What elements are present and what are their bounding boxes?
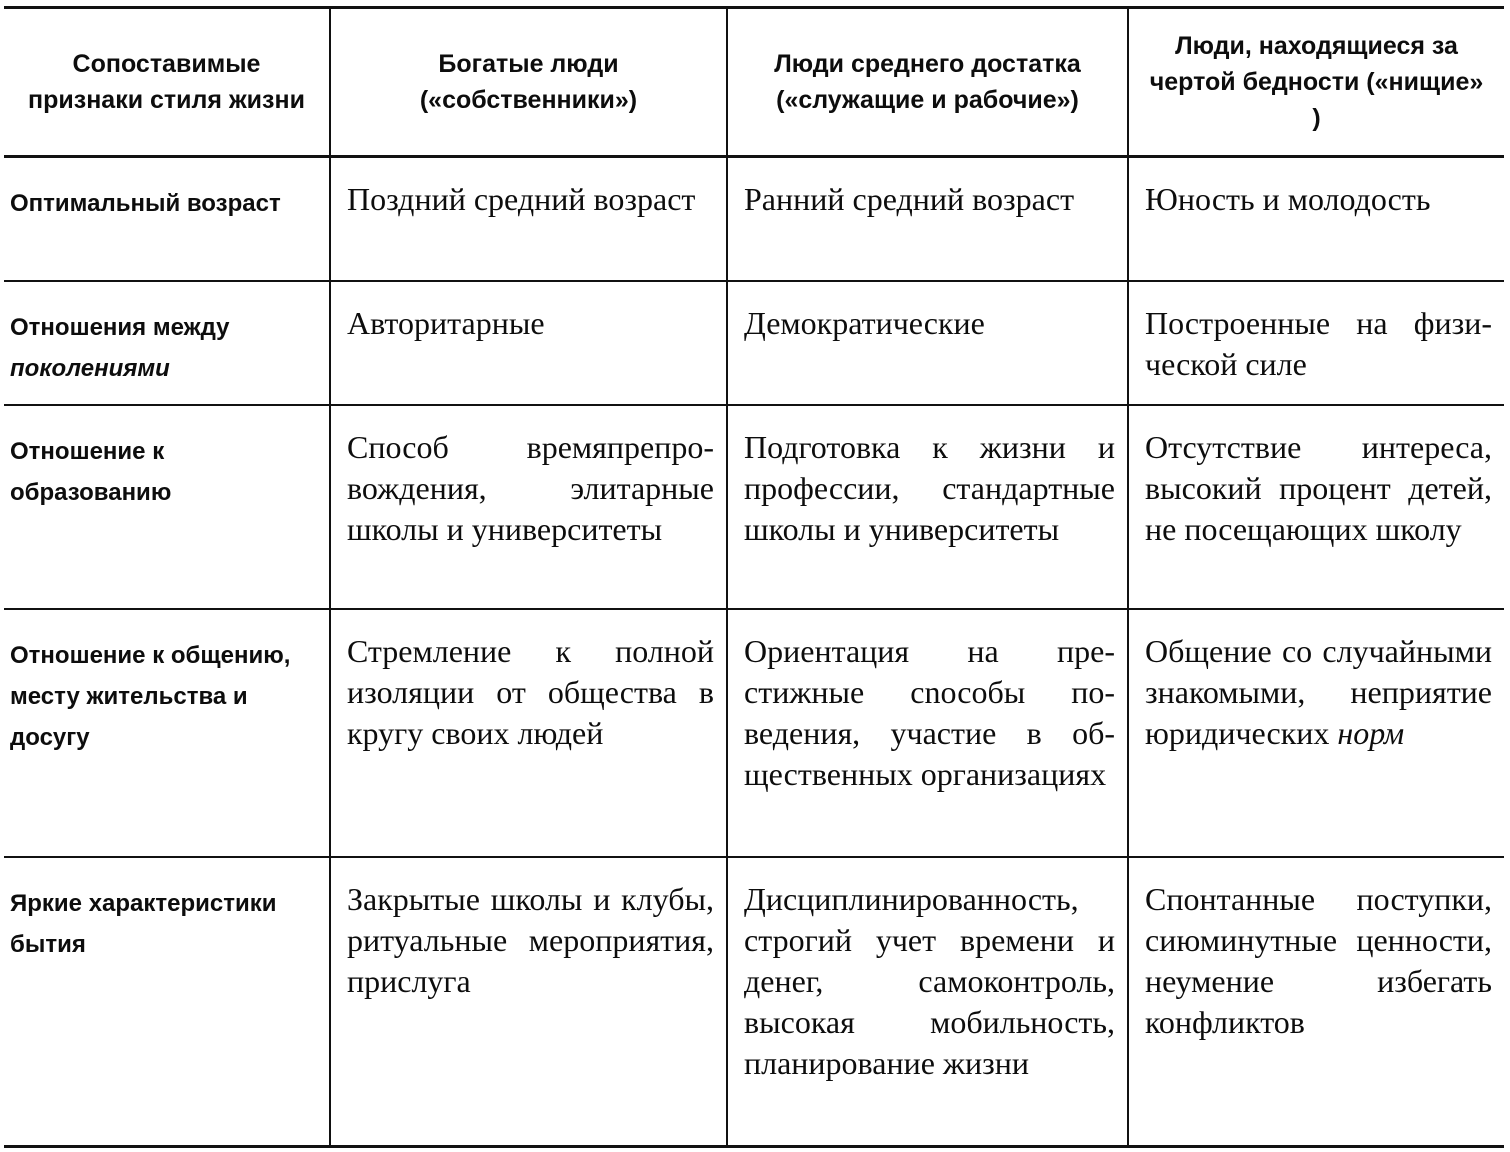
cell-poor: Отсутствие интереса, высокий процент детей, не посещающих школу (1128, 405, 1504, 609)
cell-middle: Подготовка к жизни и профессии, стандартные школы и университеты (727, 405, 1128, 609)
lifestyle-comparison-table (4, 6, 1504, 1148)
row-label: Яркие характеристики бытия (4, 857, 330, 1147)
table-header-row (4, 8, 1504, 157)
cell-rich: Стремление к полной изоляции от общества в кругу своих людей (330, 609, 727, 857)
table-row (4, 157, 1504, 281)
row-label-part: Отношения между (10, 313, 230, 341)
cell-rich: Авторитарные (330, 281, 727, 405)
cell-middle: Дисциплинированность, строгий учет времени и денег, самоконтроль, высокая мобильность, планирование жизни (727, 857, 1128, 1147)
table-row (4, 281, 1504, 405)
table-row (4, 857, 1504, 1147)
cell-poor (1128, 609, 1504, 857)
row-label-part-italic: поколениями (10, 354, 170, 382)
cell-middle: Ранний средний возраст (727, 157, 1128, 281)
cell-poor-part-italic: норм (1337, 714, 1405, 751)
cell-middle: Демократические (727, 281, 1128, 405)
cell-poor: Спонтанные поступки, сиюминутные ценности, неумение избегать конфликтов (1128, 857, 1504, 1147)
cell-rich: Закрытые школы и клубы, ритуальные мероприятия, прислуга (330, 857, 727, 1147)
header-criteria: Сопоставимые признаки стиля жизни (4, 8, 330, 157)
cell-middle: Ориентация на престижные сnособы поведения, участие в общественных организациях (727, 609, 1128, 857)
cell-poor: Построенные на физической силе (1128, 281, 1504, 405)
header-middle: Люди среднего достатка («служащие и рабочие») (727, 8, 1128, 157)
row-label: Отношение к общению, месту жительства и досугу (4, 609, 330, 857)
cell-poor-part: Общение со случайными знакомыми, неприятие юридических (1145, 632, 1492, 751)
header-poor: Люди, находящиеся за чертой бедности («нищие» ) (1128, 8, 1504, 157)
cell-poor: Юность и молодость (1128, 157, 1504, 281)
cell-rich: Способ времяпрепровождения, элитарные школы и университеты (330, 405, 727, 609)
header-rich: Богатые люди («собственники») (330, 8, 727, 157)
row-label (4, 281, 330, 405)
row-label: Оптимальный возраст (4, 157, 330, 281)
table-row (4, 405, 1504, 609)
table-row (4, 609, 1504, 857)
row-label: Отношение к образованию (4, 405, 330, 609)
cell-rich: Поздний средний возраст (330, 157, 727, 281)
